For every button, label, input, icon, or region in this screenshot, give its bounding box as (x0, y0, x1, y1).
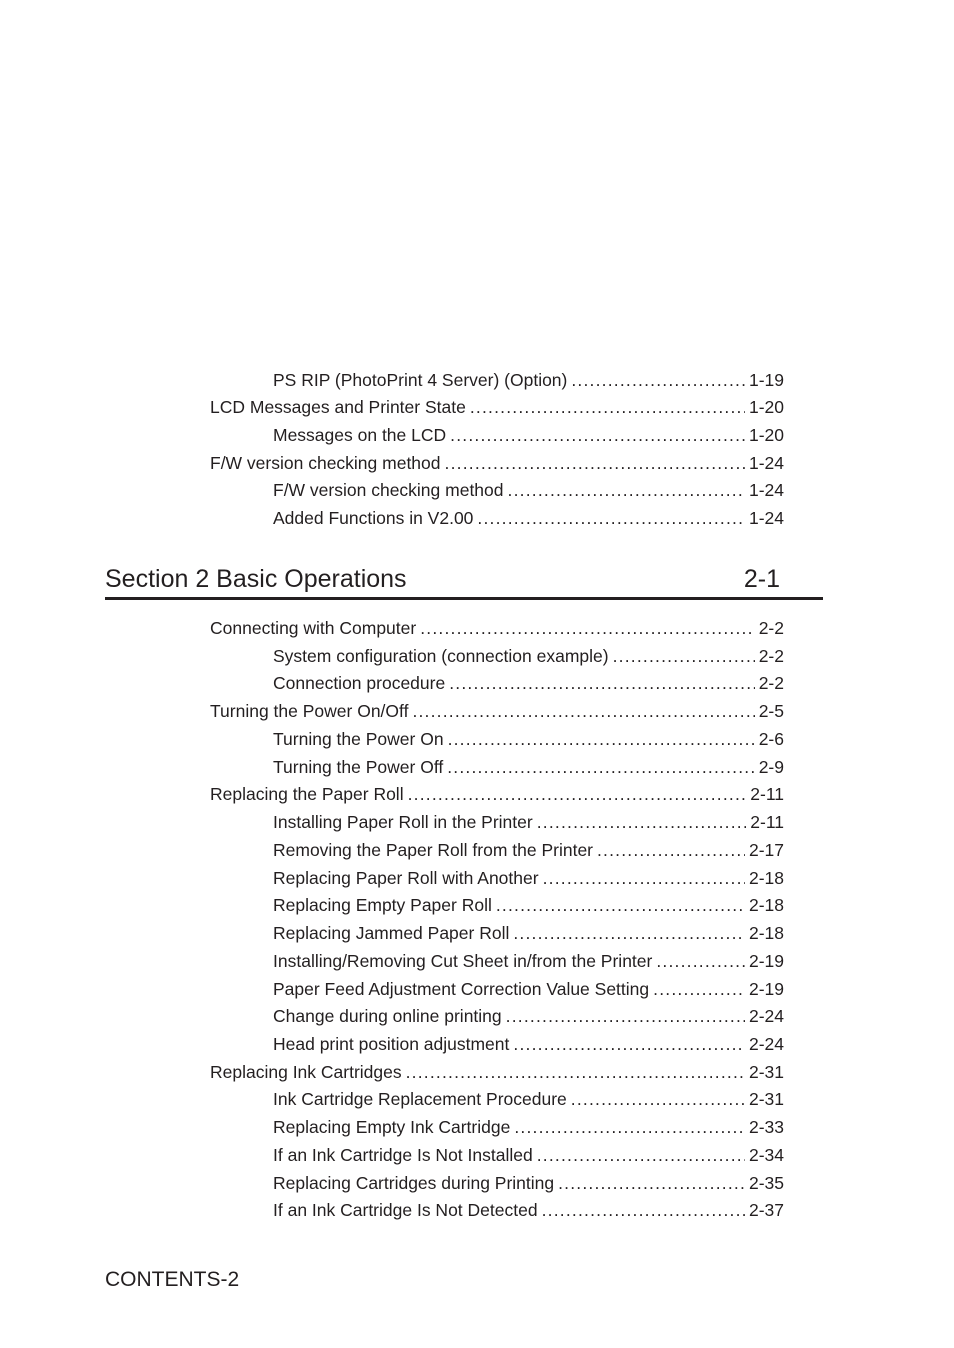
toc-leader-dots (412, 699, 754, 723)
toc-entry-page: 2-18 (748, 868, 784, 888)
toc-entry-page: 2-35 (748, 1173, 784, 1193)
toc-entry-page: 1-20 (748, 425, 784, 445)
toc-entry-title: Replacing Empty Paper Roll (273, 895, 492, 915)
toc-entry-title: If an Ink Cartridge Is Not Installed (273, 1145, 533, 1165)
section-page: 2-1 (743, 565, 780, 593)
toc-entry-title: Ink Cartridge Replacement Procedure (273, 1089, 567, 1109)
toc-entry-title: Replacing Empty Ink Cartridge (273, 1117, 511, 1137)
toc-entry-title: Installing/Removing Cut Sheet in/from the Printer (273, 951, 653, 971)
toc-entry-page: 2-6 (758, 729, 784, 749)
toc-entry-title: System configuration (connection example) (273, 646, 609, 666)
toc-entry[interactable] (210, 451, 784, 475)
toc-leader-dots (449, 671, 755, 695)
toc-entry-title: Installing Paper Roll in the Printer (273, 812, 533, 832)
toc-leader-dots (448, 727, 755, 751)
toc-leader-dots (571, 1087, 745, 1111)
toc-entry[interactable] (210, 699, 784, 723)
toc-entry-page: 2-33 (748, 1117, 784, 1137)
toc-entry-page: 2-24 (748, 1006, 784, 1026)
toc-entry-page: 2-19 (748, 951, 784, 971)
toc-leader-dots (513, 1032, 745, 1056)
toc-entry-title: Turning the Power Off (273, 757, 444, 777)
section-title: Section 2 Basic Operations (105, 565, 407, 593)
toc-entry-title: Change during online printing (273, 1006, 502, 1026)
toc-entry[interactable] (273, 1143, 784, 1167)
toc-entry-page: 2-37 (748, 1200, 784, 1220)
toc-leader-dots (420, 616, 754, 640)
toc-leader-dots (514, 1115, 745, 1139)
toc-entry[interactable] (273, 1032, 784, 1056)
toc-entry-title: If an Ink Cartridge Is Not Detected (273, 1200, 538, 1220)
page-footer-label: CONTENTS-2 (105, 1268, 240, 1291)
toc-leader-dots (496, 893, 745, 917)
toc-entry-page: 1-20 (748, 397, 784, 417)
toc-leader-dots (537, 810, 747, 834)
toc-leader-dots (506, 1004, 745, 1028)
toc-entry-page: 2-31 (748, 1062, 784, 1082)
toc-entry-title: PS RIP (PhotoPrint 4 Server) (Option) (273, 370, 568, 390)
toc-entry-page: 2-11 (750, 812, 784, 832)
toc-entry-title: F/W version checking method (273, 480, 504, 500)
toc-leader-dots (406, 1060, 745, 1084)
toc-entry-page: 2-5 (758, 701, 784, 721)
toc-entry[interactable] (273, 755, 784, 779)
toc-entry-page: 2-17 (748, 840, 784, 860)
toc-entry[interactable] (273, 1087, 784, 1111)
toc-entry-page: 2-9 (758, 757, 784, 777)
toc-entry-title: Turning the Power On (273, 729, 444, 749)
toc-leader-dots (653, 977, 745, 1001)
toc-leader-dots (543, 866, 745, 890)
toc-entry-page: 2-18 (748, 895, 784, 915)
toc-leader-dots (447, 755, 754, 779)
toc-entry-page: 2-2 (758, 618, 784, 638)
toc-entry[interactable] (273, 810, 784, 834)
toc-entry[interactable] (273, 506, 784, 530)
toc-entry-page: 2-19 (748, 979, 784, 999)
toc-entry[interactable] (273, 1004, 784, 1028)
toc-entry-title: Added Functions in V2.00 (273, 508, 474, 528)
toc-entry[interactable] (273, 478, 784, 502)
section-heading[interactable] (105, 562, 780, 596)
toc-entry[interactable] (273, 1198, 784, 1222)
toc-entry-page: 1-19 (748, 370, 784, 390)
toc-leader-dots (558, 1171, 745, 1195)
toc-entry[interactable] (273, 866, 784, 890)
toc-leader-dots (450, 423, 745, 447)
toc-entry-page: 2-31 (748, 1089, 784, 1109)
toc-entry-title: Replacing the Paper Roll (210, 784, 404, 804)
toc-entry[interactable] (273, 1115, 784, 1139)
toc-entry-title: Connection procedure (273, 673, 446, 693)
toc-entry[interactable] (273, 949, 784, 973)
toc-entry-title: Messages on the LCD (273, 425, 447, 445)
toc-leader-dots (470, 395, 745, 419)
toc-entry-title: Replacing Paper Roll with Another (273, 868, 539, 888)
toc-leader-dots (513, 921, 745, 945)
toc-entry[interactable] (273, 644, 784, 668)
toc-leader-dots (445, 451, 745, 475)
toc-entry[interactable] (210, 1060, 784, 1084)
toc-entry-title: Replacing Cartridges during Printing (273, 1173, 555, 1193)
toc-entry-page: 2-2 (758, 673, 784, 693)
toc-entry-page: 2-24 (748, 1034, 784, 1054)
toc-entry-title: Replacing Jammed Paper Roll (273, 923, 510, 943)
toc-entry-page: 1-24 (748, 508, 784, 528)
toc-leader-dots (613, 644, 755, 668)
toc-entry-title: Connecting with Computer (210, 618, 417, 638)
toc-entry-title: Removing the Paper Roll from the Printer (273, 840, 593, 860)
toc-entry[interactable] (273, 838, 784, 862)
toc-entry-title: LCD Messages and Printer State (210, 397, 466, 417)
toc-entry-page: 2-11 (750, 784, 784, 804)
toc-entry-page: 1-24 (748, 480, 784, 500)
toc-entry[interactable] (273, 893, 784, 917)
toc-entry-title: Replacing Ink Cartridges (210, 1062, 402, 1082)
toc-leader-dots (597, 838, 745, 862)
toc-entry[interactable] (273, 368, 784, 392)
toc-entry-page: 1-24 (748, 453, 784, 473)
toc-entry[interactable] (273, 671, 784, 695)
toc-entry[interactable] (273, 977, 784, 1001)
toc-entry[interactable] (273, 727, 784, 751)
toc-entry[interactable] (210, 616, 784, 640)
toc-entry[interactable] (273, 921, 784, 945)
toc-entry-page: 2-34 (748, 1145, 784, 1165)
toc-entry-title: Turning the Power On/Off (210, 701, 409, 721)
toc-leader-dots (477, 506, 745, 530)
toc-leader-dots (571, 368, 745, 392)
toc-entry-page: 2-18 (748, 923, 784, 943)
toc-leader-dots (656, 949, 745, 973)
toc-entry[interactable] (273, 1171, 784, 1195)
toc-entry-title: Head print position adjustment (273, 1034, 510, 1054)
toc-entry-page: 2-2 (758, 646, 784, 666)
toc-leader-dots (408, 782, 747, 806)
toc-entry[interactable] (210, 395, 784, 419)
toc-entry[interactable] (273, 423, 784, 447)
toc-entry-title: Paper Feed Adjustment Correction Value Setting (273, 979, 650, 999)
toc-leader-dots (542, 1198, 745, 1222)
toc-leader-dots (508, 478, 745, 502)
toc-entry-title: F/W version checking method (210, 453, 441, 473)
toc-entry[interactable] (210, 782, 784, 806)
section-divider (105, 597, 823, 600)
toc-leader-dots (537, 1143, 745, 1167)
